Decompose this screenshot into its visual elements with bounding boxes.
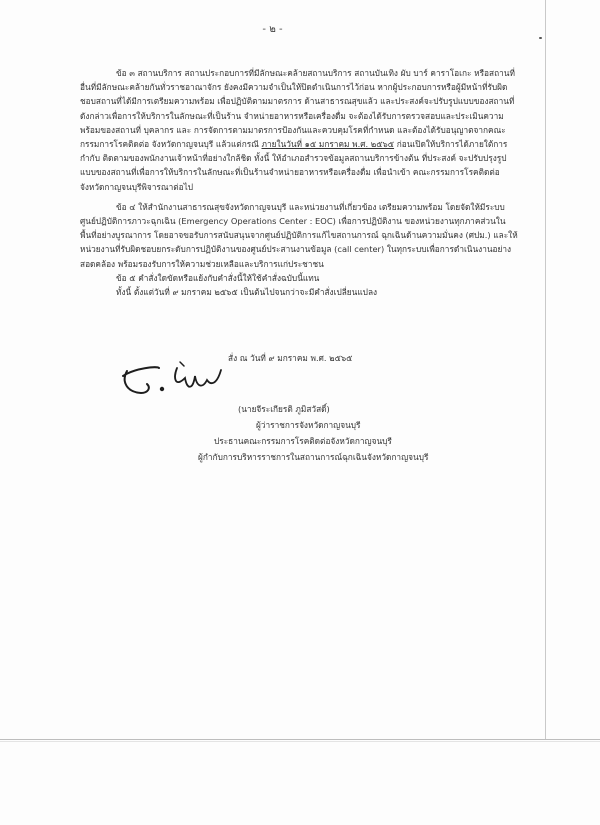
clause-4-line-2: โดยจัดให้มีระบบศูนย์ปฏิบัติการภาวะฉุกเฉิน (Emergency Operations Center : EOC) เพื่อการปฏิบัติงาน — [80, 201, 505, 227]
effective-date: ทั้งนี้ ตั้งแต่วันที่ ๙ มกราคม ๒๕๖๕ เป็นต้นไปจนกว่าจะมีคำสั่งเปลี่ยนแปลง — [116, 287, 378, 298]
clause-4-line-3: ของหน่วยงานทุกภาคส่วนในพื้นที่อย่างบูรณาการ โดยอาจขอรับการสนับสนุนจากศูนย์ปฏิบัติการแก้ไขสถานการณ์ — [80, 216, 506, 241]
clause-3-line-3: หากผู้ประกอบการหรือผู้มีหน้าที่รับผิดชอบสถานที่ได้มีการเตรียมความพร้อม เพื่อปฏิบัติตามมาตรการ — [80, 82, 508, 107]
clause-3-line-6: การจัดการตามมาตรการป้องกันและควบคุมโรคที่กำหนด และต้องได้รับอนุญาตจากคณะกรรมการโรคติดต่อ — [80, 124, 506, 150]
signer-title-emergency: ผู้กำกับการบริหารราชการในสถานการณ์ฉุกเฉินจังหวัดกาญจนบุรี — [198, 452, 429, 462]
page-edge-bottom-shadow — [0, 741, 600, 742]
order-body — [80, 66, 520, 299]
clause-3-line-10: คณะกรรมการโรคติดต่อจังหวัดกาญจนบุรีพิจารณาต่อไป — [80, 167, 500, 192]
scan-speck — [539, 37, 542, 39]
page-edge-right — [545, 0, 546, 740]
signer-name: (นายจีระเกียรติ ภูมิสวัสดิ์) — [238, 404, 330, 414]
clause-3-line-9: จะปรับปรุงรูปแบบของสถานที่เพื่อการให้บริการในลักษณะที่เป็นร้านจำหน่ายอาหารหรือเครื่องดื่ม เพื่อนำเข้า — [80, 153, 507, 178]
clause-3-deadline: ภายในวันที่ ๑๕ มกราคม พ.ศ. ๒๕๖๕ — [261, 139, 395, 150]
clause-4-line-5: (call center) ในทุกระบบเพื่อการดำเนินงานอย่างสอดคล้อง พร้อมรองรับการให้ความช่วยเหลือและบริการแก่ประชาชน — [80, 244, 512, 269]
clause-3-line-2: คาราโอเกะ หรือสถานที่อื่นที่มีลักษณะคล้ายกันทั่วราชอาณาจักร ยังคงมีความจำเป็นให้ปิดดำเนินการไว้ก่อน — [80, 68, 515, 93]
clause-3-line-5: จำหน่ายอาหารหรือเครื่องดื่ม จะต้องได้รับการตรวจสอบและประเมินความพร้อมของสถานที่ บุคลากร และ — [80, 110, 504, 135]
signer-title-chair: ประธานคณะกรรมการโรคติดต่อจังหวัดกาญจนบุรี — [214, 436, 392, 446]
clause-3 — [80, 66, 520, 194]
signature-icon — [117, 358, 235, 400]
page-edge-bottom — [0, 739, 600, 740]
page-number: - ๒ - — [262, 24, 283, 35]
clause-4-line-1: ข้อ ๔ ให้สำนักงานสาธารณสุขจังหวัดกาญจนบุรี และหน่วยงานที่เกี่ยวข้อง เตรียมความพร้อม — [116, 201, 443, 212]
clause-4-line-4: ฉุกเฉินด้านความมั่นคง (ศปม.) และให้หน่วยงานที่รับผิดชอบยกระดับการปฏิบัติงานของศูนย์ประสานงานข้อมูล — [80, 230, 518, 255]
clause-5: ข้อ ๕ คำสั่งใดขัดหรือแย้งกับคำสั่งนี้ให้ใช้คำสั่งฉบับนี้แทน — [116, 272, 320, 283]
clause-4 — [80, 200, 520, 271]
signer-title-governor: ผู้ว่าราชการจังหวัดกาญจนบุรี — [256, 420, 361, 430]
clause-3-line-8: ติดตามของพนักงานเจ้าหน้าที่อย่างใกล้ชิด ทั้งนี้ ให้อำเภอสำรวจข้อมูลสถานบริการข้างต้น ที่ประสงค์ — [102, 153, 457, 164]
clause-3-line-1: ข้อ ๓ สถานบริการ สถานประกอบการที่มีลักษณะคล้ายสถานบริการ สถานบันเทิง ผับ บาร์ — [116, 68, 428, 78]
clause-3-line-7-end: ก่อนเปิดให้บริการได้ภายใต้การกำกับ — [80, 139, 508, 164]
clause-3-line-7-start: จังหวัดกาญจนบุรี แล้วแต่กรณี — [151, 139, 262, 150]
signing-date: สั่ง ณ วันที่ ๙ มกราคม พ.ศ. ๒๕๖๕ — [228, 353, 353, 363]
clause-3-line-4: ด้านสาธารณสุขแล้ว และประสงค์จะปรับรูปแบบของสถานที่ดังกล่าวเพื่อการให้บริการในลักษณะที่เป็นร้าน — [80, 96, 515, 121]
